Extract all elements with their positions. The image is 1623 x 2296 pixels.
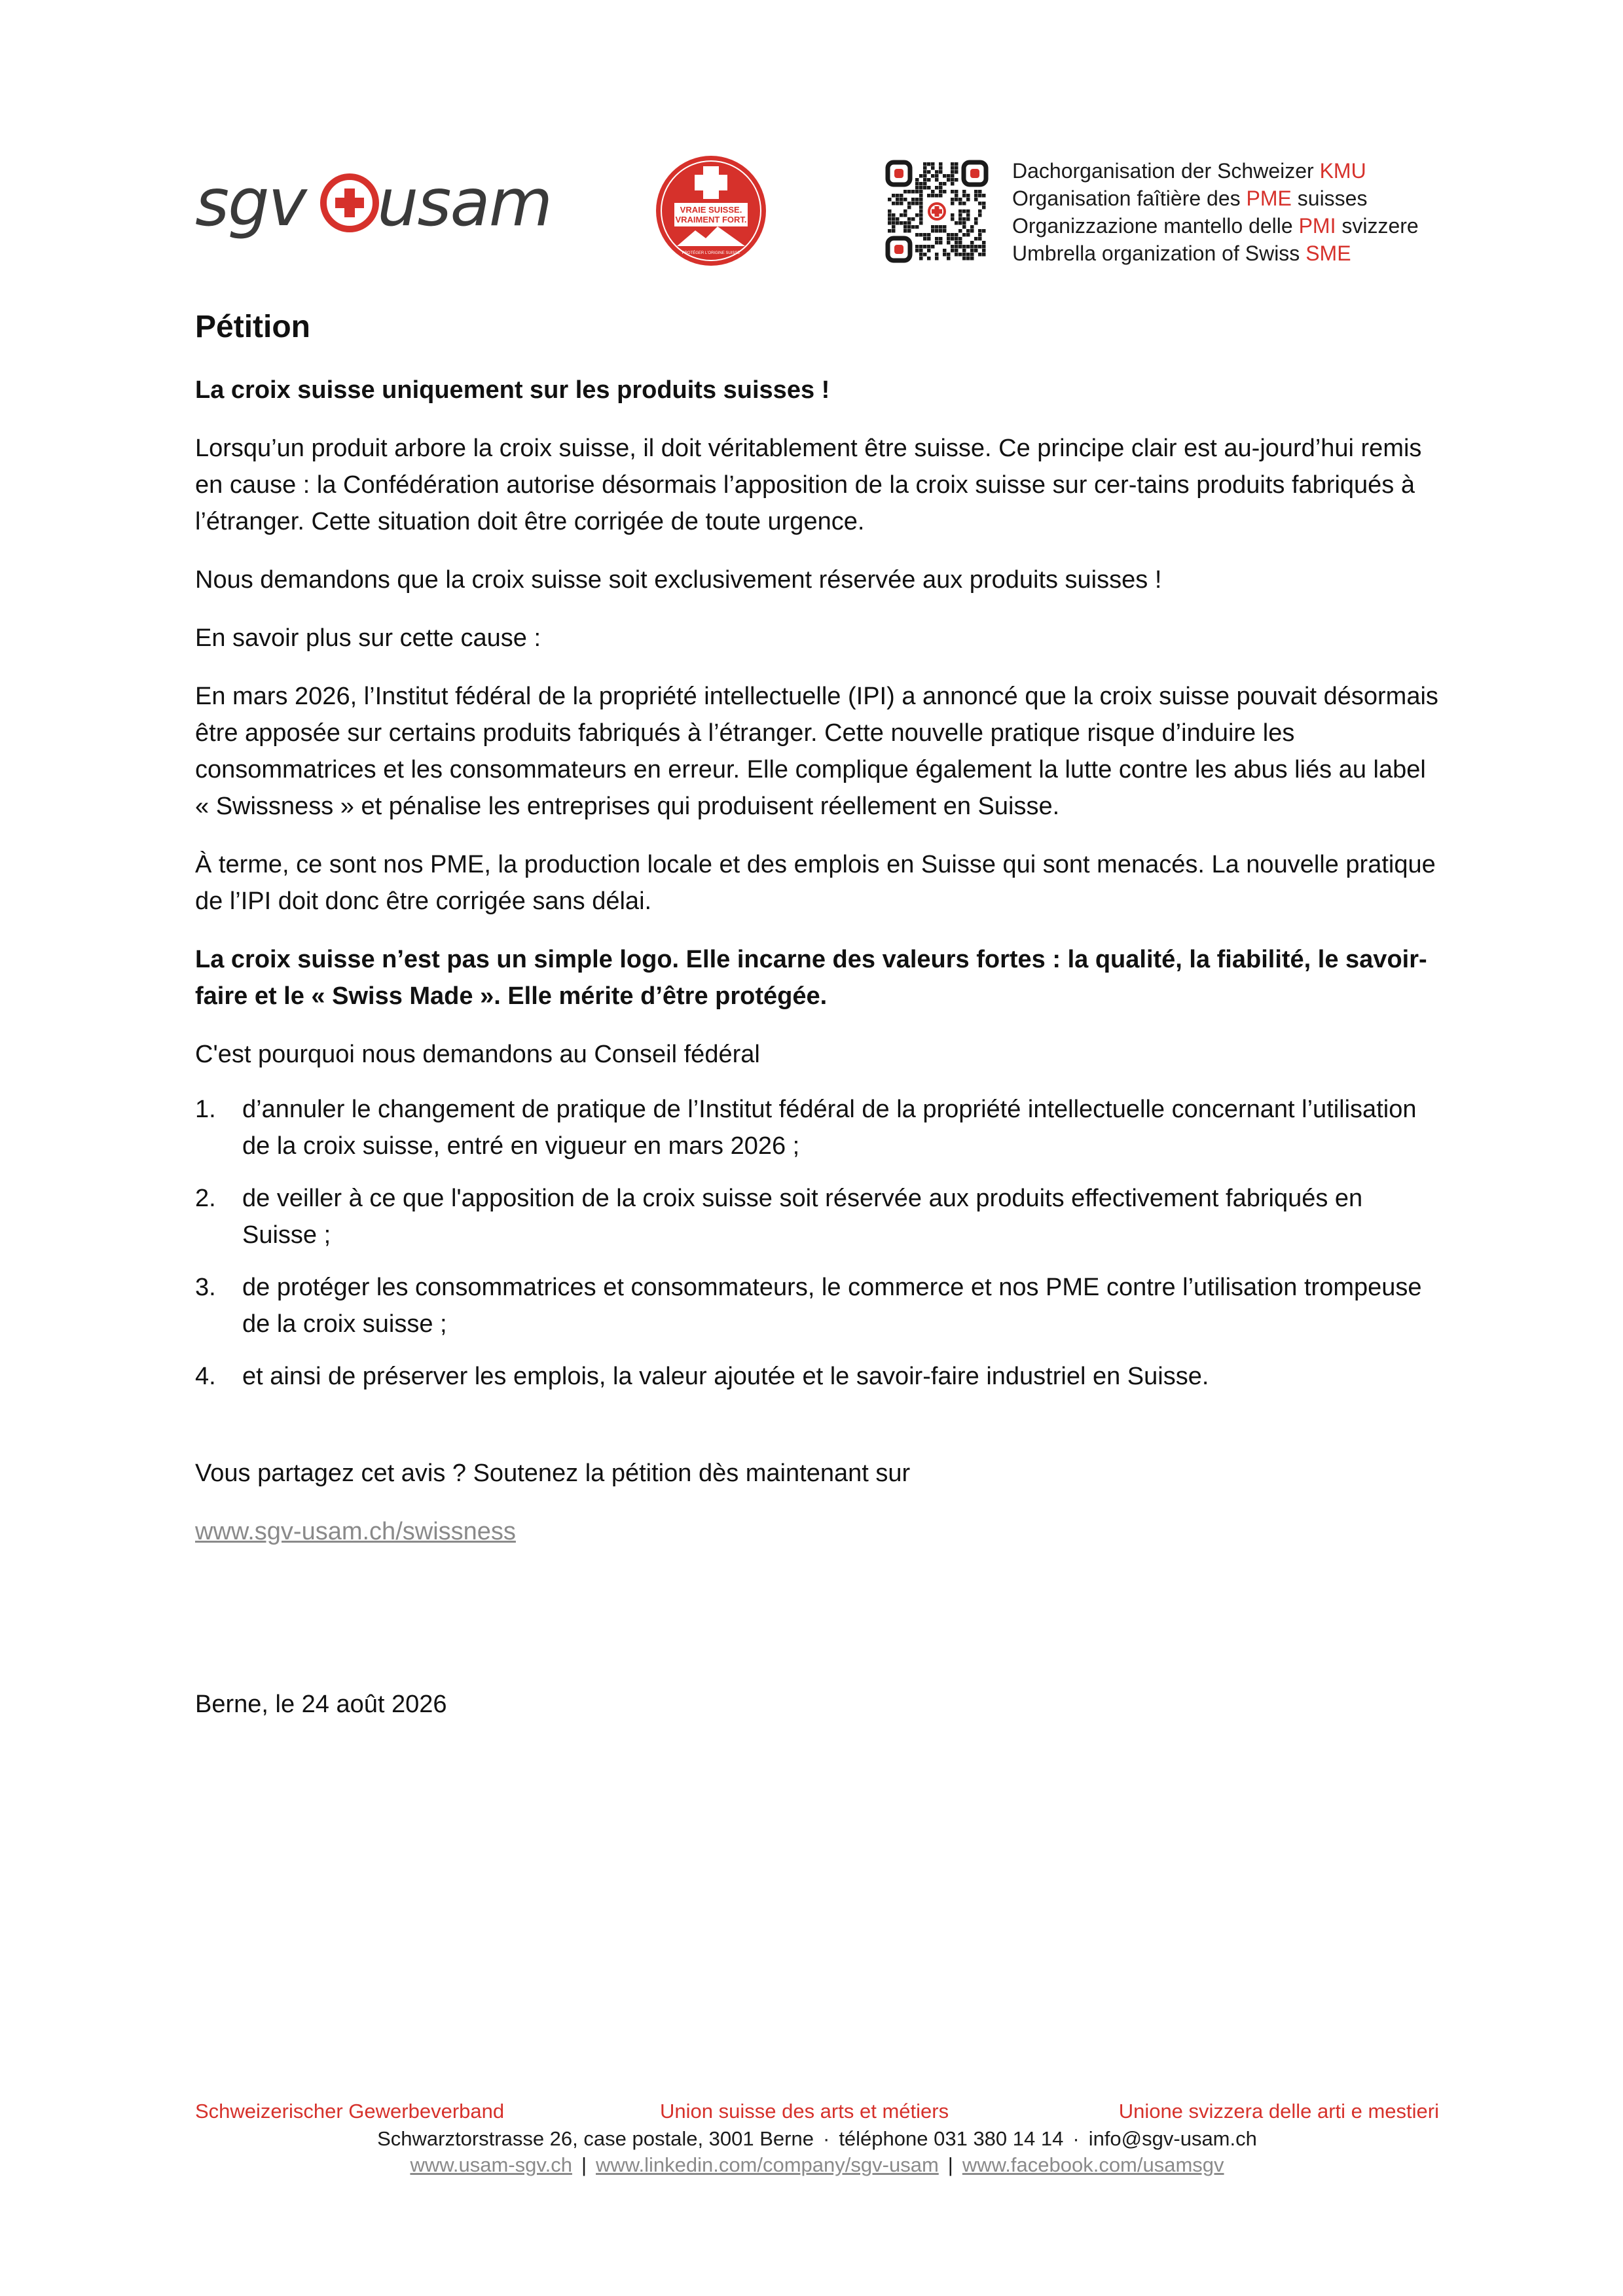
paragraph-lead: C'est pourquoi nous demandons au Conseil fédéral [195, 1041, 760, 1068]
footer-name-de: Schweizerischer Gewerbeverband [195, 2100, 505, 2123]
footer [195, 2100, 1439, 2178]
footer-phone: téléphone 031 380 14 14 [839, 2127, 1064, 2150]
badge-line-2: VRAIMENT FORT. [675, 215, 747, 224]
footer-link-website[interactable]: www.usam-sgv.ch [410, 2153, 572, 2176]
logo-text-usam: usam [377, 164, 552, 241]
list-item: 4. et ainsi de préserver les emplois, la valeur ajoutée et le savoir-faire industriel en Suisse. [195, 1363, 1209, 1390]
org-line-de: Dachorganisation der Schweizer KMU [1012, 159, 1366, 183]
petition-link[interactable]: www.sgv-usam.ch/swissness [195, 1518, 516, 1545]
vraie-suisse-badge-icon [655, 154, 767, 267]
footer-address: Schwarztorstrasse 26, case postale, 3001 Berne [377, 2127, 814, 2150]
paragraph-intro: Lorsqu’un produit arbore la croix suisse, il doit véritablement être suisse. Ce principe clair est au-jourd’hui remis en cause : la Confédération autorise désormais l’apposition de la croix suisse sur cer-tains produits fabriqués à l’étranger. Cette situation doit être corrigée de toute urgence. [195, 435, 1422, 535]
footer-link-facebook[interactable]: www.facebook.com/usamsgv [962, 2153, 1224, 2176]
petition-body [195, 308, 1439, 1744]
swiss-cross-logo-icon [319, 173, 380, 233]
list-item: 3. de protéger les consommatrices et consommateurs, le commerce et nos PME contre l’utilisation trompeuse de la croix suisse ; [195, 1274, 1422, 1338]
footer-name-it: Unione svizzera delle arti e mestieri [1118, 2100, 1439, 2123]
logo-text-sgv: sgv [195, 164, 306, 241]
petition-subtitle: La croix suisse uniquement sur les produits suisses ! [195, 376, 830, 404]
page-title: Pétition [195, 310, 310, 344]
footer-links: www.usam-sgv.ch | www.linkedin.com/company/sgv-usam | www.facebook.com/usamsgv [410, 2153, 1224, 2176]
badge-line-1: VRAIE SUISSE. [680, 205, 742, 215]
call-to-action: Vous partagez cet avis ? Soutenez la pétition dès maintenant sur [195, 1460, 911, 1487]
paragraph-consequences: À terme, ce sont nos PME, la production locale et des emplois en Suisse qui sont menacés. La nouvelle pratique de l’IPI doit donc être corrigée sans délai. [195, 851, 1436, 915]
organisation-lines [1012, 157, 1510, 267]
list-item: 2. de veiller à ce que l'apposition de la croix suisse soit réservée aux produits effectivement fabriqués en Suisse ; [195, 1185, 1363, 1249]
paragraph-emphasis: La croix suisse n’est pas un simple logo. Elle incarne des valeurs fortes : la qualité, la fiabilité, le savoir-faire et le « Swiss Made ». Elle mérite d’être protégée. [195, 946, 1427, 1010]
footer-name-fr: Union suisse des arts et métiers [660, 2100, 949, 2123]
demands-list [195, 1091, 1439, 1395]
badge-small-text: PROTÉGER L'ORIGINE SUISSE [682, 251, 740, 255]
footer-names [195, 2100, 1439, 2126]
footer-email[interactable]: info@sgv-usam.ch [1088, 2127, 1257, 2150]
place-date: Berne, le 24 août 2026 [195, 1691, 447, 1718]
list-item: 1. d’annuler le changement de pratique de l’Institut fédéral de la propriété intellectuelle concernant l’utilisation de la croix suisse, entré en vigueur en mars 2026 ; [195, 1096, 1417, 1160]
paragraph-demand: Nous demandons que la croix suisse soit exclusivement réservée aux produits suisses ! [195, 566, 1162, 594]
paragraph-more-info: En savoir plus sur cette cause : [195, 624, 541, 652]
qr-code-icon[interactable] [885, 160, 989, 263]
org-line-fr: Organisation faîtière des PME suisses [1012, 187, 1368, 210]
footer-contact: Schwarztorstrasse 26, case postale, 3001 Berne · téléphone 031 380 14 14 · info@sgv-usam.ch [377, 2127, 1257, 2150]
org-line-it: Organizzazione mantello delle PMI svizzere [1012, 214, 1419, 238]
paragraph-context: En mars 2026, l’Institut fédéral de la propriété intellectuelle (IPI) a annoncé que la croix suisse pouvait désormais être apposée sur certains produits fabriqués à l’étranger. Cette nouvelle pratique risque d’induire les consommatrices et les consommateurs en erreur. Elle complique également la lutte contre les abus liés au label « Swissness » et pénalise les entreprises qui produisent réellement en Suisse. [195, 683, 1438, 820]
sgv-usam-logo [195, 164, 562, 242]
footer-link-linkedin[interactable]: www.linkedin.com/company/sgv-usam [596, 2153, 939, 2176]
org-line-en: Umbrella organization of Swiss SME [1012, 242, 1351, 265]
